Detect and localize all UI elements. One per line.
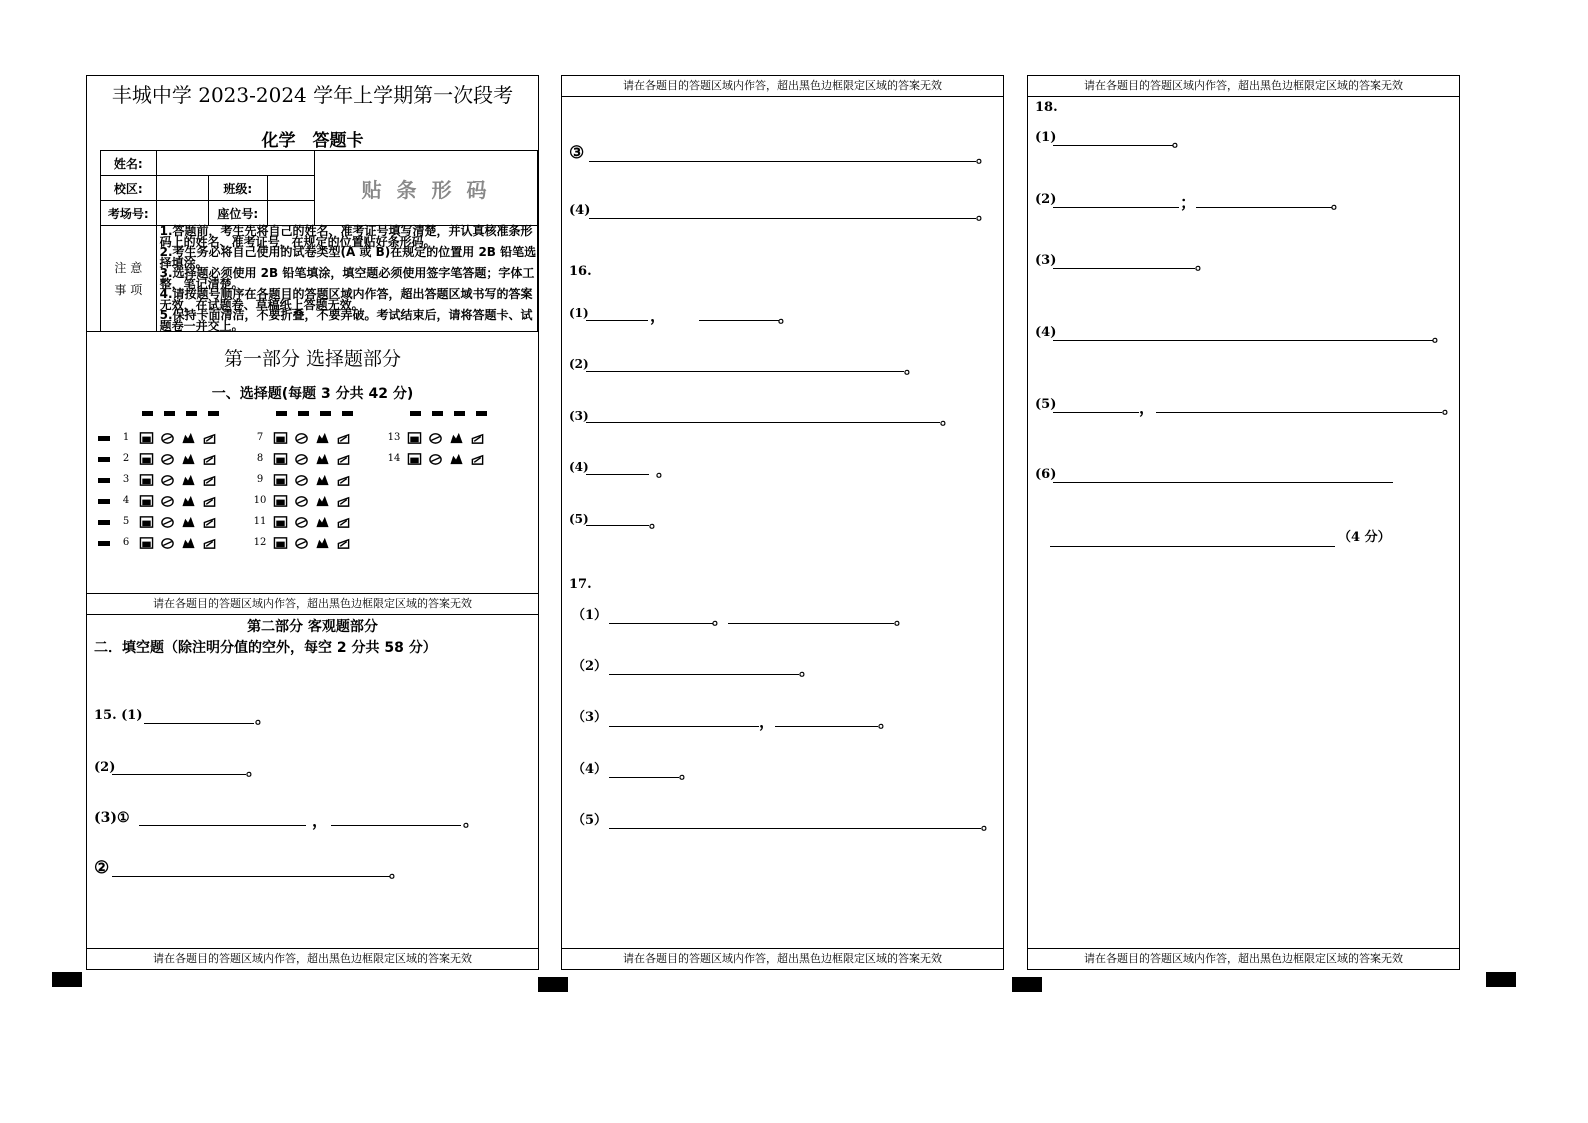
student-info-table (100, 150, 538, 332)
q18-5-period: 。 (1442, 398, 1459, 417)
option-bubble[interactable] (336, 431, 351, 445)
q16-3-period: 。 (940, 409, 957, 428)
option-bubble[interactable] (336, 452, 351, 466)
q17-1a-period: 。 (712, 609, 729, 628)
option-bubble[interactable] (202, 515, 217, 529)
option-bubble[interactable] (294, 452, 309, 466)
choice-column-1 (117, 429, 237, 559)
option-bubble[interactable] (336, 515, 351, 529)
q16-1b-blank[interactable] (699, 320, 779, 321)
choice-row (251, 513, 357, 531)
q16-3-label: (3) (569, 409, 589, 423)
option-group (407, 453, 491, 464)
option-bubble[interactable] (315, 494, 330, 508)
q18-6-score: （4 分） (1338, 530, 1391, 545)
q18-4-period: 。 (1432, 326, 1449, 345)
q17-2-period: 。 (799, 660, 816, 679)
q18-3-blank[interactable] (1053, 268, 1195, 269)
option-bubble[interactable] (294, 431, 309, 445)
q17-5-period: 。 (981, 814, 998, 833)
option-bubble[interactable] (407, 431, 422, 445)
exam-title: 丰城中学 2023-2024 学年上学期第一次段考 (111, 83, 514, 107)
q18-5b-blank[interactable] (1156, 412, 1442, 413)
room-label: 考场号: (101, 201, 157, 226)
q18-2-period: 。 (1331, 193, 1348, 212)
choice-column-3 (385, 429, 505, 559)
panel-1 (86, 75, 539, 970)
option-bubble[interactable] (407, 452, 422, 466)
q17-5-blank[interactable] (609, 828, 981, 829)
option-bubble[interactable] (336, 536, 351, 550)
option-group (139, 453, 223, 464)
part2-title: 第二部分 客观题部分 (247, 619, 378, 635)
option-group (139, 516, 223, 527)
warning-mid-1: 请在各题目的答题区域内作答，超出黑色边框限定区域的答案无效 (87, 594, 538, 615)
choice-row (251, 450, 357, 468)
q15-3a-blank[interactable] (139, 825, 306, 826)
option-group (273, 453, 357, 464)
choice-row (117, 513, 223, 531)
note-3: 3.选择题必须使用 2B 铅笔填涂，填空题必须使用签字笔答题；字体工整，笔记清楚。 (159, 266, 535, 291)
notice-label-2: 事 项 (114, 282, 143, 297)
option-bubble[interactable] (273, 452, 288, 466)
choice-row (117, 429, 223, 447)
question-number: 7 (256, 432, 264, 443)
q16-5-blank[interactable] (586, 525, 649, 526)
class-label: 班级: (209, 176, 268, 201)
seat-field[interactable] (267, 201, 315, 226)
option-group (139, 432, 223, 443)
warning-bottom-1: 请在各题目的答题区域内作答，超出黑色边框限定区域的答案无效 (87, 948, 538, 969)
q15-3-2-label: ② (94, 858, 110, 878)
q15-4-label: (4) (569, 203, 591, 218)
note-2: 2.考生务必将自己使用的试卷类型(A 或 B)在规定的位置用 2B 铅笔选择填涂。 (159, 245, 537, 270)
question-number: 11 (253, 516, 267, 527)
q18-2a-blank[interactable] (1053, 207, 1179, 208)
q15-3-2-blank[interactable] (112, 876, 390, 877)
q17-3-label: （3） (572, 710, 608, 725)
choice-row (251, 492, 357, 510)
option-bubble[interactable] (139, 536, 154, 550)
q18-5-comma: ， (1139, 398, 1156, 417)
option-group (273, 495, 357, 506)
option-bubble[interactable] (139, 431, 154, 445)
q17-4-label: （4） (572, 762, 608, 777)
option-bubble[interactable] (181, 515, 196, 529)
q15-3-2-period: 。 (389, 862, 406, 881)
notice-text (156, 226, 537, 332)
option-bubble[interactable] (428, 452, 443, 466)
row-mark-3 (98, 478, 110, 483)
row-mark-2 (98, 457, 110, 462)
note-4: 4.请按题号顺序在各题目的答题区域内作答，超出答题区域书写的答案无效，在试题卷、草稿纸上答题无效。 (159, 287, 533, 312)
q15-1-period: 。 (255, 708, 272, 727)
question-number: 12 (253, 537, 267, 548)
question-number: 10 (253, 495, 267, 506)
q18-2-label: (2) (1035, 192, 1057, 207)
alignment-mark-mid-2 (1012, 977, 1042, 992)
question-number: 2 (122, 453, 130, 464)
q15-4-period: 。 (976, 204, 993, 223)
option-bubble[interactable] (315, 536, 330, 550)
q17-number: 17. (569, 577, 592, 592)
q16-1-label: (1) (569, 306, 589, 320)
option-group (273, 516, 357, 527)
option-bubble[interactable] (294, 494, 309, 508)
campus-label: 校区: (101, 176, 157, 201)
warning-top-2: 请在各题目的答题区域内作答，超出黑色边框限定区域的答案无效 (562, 76, 1003, 97)
q16-2-blank[interactable] (586, 371, 904, 372)
q18-3-label: (3) (1035, 253, 1057, 268)
notice-label-1: 注 意 (114, 260, 143, 275)
question-number: 1 (122, 432, 130, 443)
option-bubble[interactable] (470, 431, 485, 445)
q16-1-comma: ， (650, 306, 667, 325)
alignment-mark-right (1486, 972, 1516, 987)
q15-3-comma: ， (312, 811, 329, 830)
q17-2-blank[interactable] (609, 674, 799, 675)
choice-column-2 (251, 429, 371, 559)
q17-4-period: 。 (679, 763, 696, 782)
q17-3a-blank[interactable] (609, 726, 759, 727)
option-bubble[interactable] (202, 536, 217, 550)
question-number: 14 (387, 453, 401, 464)
part1-title: 第一部分 选择题部分 (223, 348, 402, 370)
option-bubble[interactable] (139, 515, 154, 529)
option-bubble[interactable] (160, 473, 175, 487)
alignment-mark-mid-1 (538, 977, 568, 992)
option-bubble[interactable] (160, 452, 175, 466)
option-bubble[interactable] (160, 431, 175, 445)
option-bubble[interactable] (336, 473, 351, 487)
option-bubble[interactable] (273, 431, 288, 445)
option-bubble[interactable] (139, 473, 154, 487)
divider-1 (87, 331, 538, 332)
q15-1-label: 15. (1) (94, 708, 143, 723)
q16-3-blank[interactable] (586, 422, 940, 423)
note-1: 1.答题前，考生先将自己的姓名、准考证号填写清楚，并认真核准条形码上的姓名、准考证号，在规定的位置贴好条形码。 (159, 224, 533, 249)
notice-label (101, 226, 157, 332)
option-bubble[interactable] (139, 494, 154, 508)
card-subtitle: 化学 答题卡 (261, 131, 364, 151)
q18-4-blank[interactable] (1053, 340, 1433, 341)
question-number: 3 (122, 474, 130, 485)
part1-subtitle: 一、选择题(每题 3 分共 42 分) (211, 386, 414, 402)
option-bubble[interactable] (181, 452, 196, 466)
question-number: 9 (256, 474, 264, 485)
room-field[interactable] (156, 201, 208, 226)
q16-1-period: 。 (778, 307, 795, 326)
choice-row (117, 492, 223, 510)
option-group (273, 432, 357, 443)
choice-row (117, 471, 223, 489)
option-bubble[interactable] (160, 494, 175, 508)
q16-5-period: 。 (649, 512, 666, 531)
choice-row (251, 471, 357, 489)
option-group (139, 495, 223, 506)
q18-1-label: (1) (1035, 130, 1057, 145)
q16-2-period: 。 (904, 358, 921, 377)
warning-bottom-2: 请在各题目的答题区域内作答，超出黑色边框限定区域的答案无效 (562, 948, 1003, 969)
q15-3-3-label: ③ (569, 143, 585, 163)
row-mark-1 (98, 436, 110, 441)
option-bubble[interactable] (273, 494, 288, 508)
q16-4-label: (4) (569, 460, 589, 474)
option-bubble[interactable] (315, 473, 330, 487)
option-bubble[interactable] (202, 452, 217, 466)
q16-2-label: (2) (569, 357, 589, 371)
option-bubble[interactable] (202, 431, 217, 445)
choice-row (385, 450, 491, 468)
q17-1-label: （1） (572, 608, 608, 623)
option-bubble[interactable] (428, 431, 443, 445)
q18-5-label: (5) (1035, 397, 1057, 412)
name-label: 姓名: (101, 151, 157, 176)
campus-field[interactable] (156, 176, 208, 201)
q15-2-blank[interactable] (112, 774, 246, 775)
q18-3-period: 。 (1195, 254, 1212, 273)
q18-number: 18. (1035, 100, 1058, 115)
choice-row (117, 534, 223, 552)
option-bubble[interactable] (315, 515, 330, 529)
q15-4-blank[interactable] (589, 218, 976, 219)
q17-2-label: （2） (572, 659, 608, 674)
question-number: 8 (256, 453, 264, 464)
option-bubble[interactable] (202, 494, 217, 508)
q18-6b-blank[interactable] (1050, 546, 1335, 547)
q17-4-blank[interactable] (609, 777, 679, 778)
q17-3-comma: ， (759, 712, 776, 731)
option-bubble[interactable] (336, 494, 351, 508)
q17-1b-period: 。 (894, 609, 911, 628)
option-bubble[interactable] (273, 515, 288, 529)
option-bubble[interactable] (160, 536, 175, 550)
q15-3-label: (3)① (94, 810, 130, 826)
part2-subtitle: 二．填空题（除注明分值的空外，每空 2 分共 58 分） (94, 640, 437, 656)
question-number: 13 (387, 432, 401, 443)
q15-3-period: 。 (463, 811, 480, 830)
question-number: 5 (122, 516, 130, 527)
q18-1-period: 。 (1172, 131, 1189, 150)
option-bubble[interactable] (181, 473, 196, 487)
option-bubble[interactable] (294, 473, 309, 487)
q17-1a-blank[interactable] (609, 623, 713, 624)
question-number: 4 (122, 495, 130, 506)
option-group (139, 474, 223, 485)
barcode-text: 贴 条 形 码 (361, 177, 491, 202)
row-mark-5 (98, 520, 110, 525)
barcode-area (315, 151, 538, 226)
row-mark-4 (98, 499, 110, 504)
option-group (273, 537, 357, 548)
q16-4-period: 。 (656, 461, 673, 480)
q18-6a-blank[interactable] (1053, 482, 1393, 483)
alignment-mark-left (52, 972, 82, 987)
choice-row (251, 429, 357, 447)
panel-3 (1027, 75, 1460, 970)
q15-2-period: 。 (246, 760, 263, 779)
option-group (407, 432, 491, 443)
option-bubble[interactable] (449, 452, 464, 466)
q18-1-blank[interactable] (1053, 145, 1173, 146)
q17-3b-blank[interactable] (775, 726, 878, 727)
q16-5-label: (5) (569, 512, 589, 526)
option-bubble[interactable] (160, 515, 175, 529)
choice-row (385, 429, 491, 447)
option-bubble[interactable] (202, 473, 217, 487)
q15-3-3-blank[interactable] (589, 161, 976, 162)
warning-top-3: 请在各题目的答题区域内作答，超出黑色边框限定区域的答案无效 (1028, 76, 1459, 97)
q16-1a-blank[interactable] (586, 320, 648, 321)
choice-row (251, 534, 357, 552)
option-bubble[interactable] (294, 536, 309, 550)
choice-row (117, 450, 223, 468)
option-bubble[interactable] (181, 536, 196, 550)
q17-3-period: 。 (878, 712, 895, 731)
option-bubble[interactable] (273, 536, 288, 550)
option-bubble[interactable] (273, 473, 288, 487)
warning-bottom-3: 请在各题目的答题区域内作答，超出黑色边框限定区域的答案无效 (1028, 948, 1459, 969)
q15-2-label: (2) (94, 760, 116, 775)
q18-5a-blank[interactable] (1053, 412, 1139, 413)
q18-6-label: (6) (1035, 467, 1057, 482)
seat-label: 座位号: (209, 201, 268, 226)
q18-2b-blank[interactable] (1196, 207, 1332, 208)
q16-number: 16. (569, 264, 592, 279)
option-group (273, 474, 357, 485)
q17-5-label: （5） (572, 813, 608, 828)
option-bubble[interactable] (181, 494, 196, 508)
q18-4-label: (4) (1035, 325, 1057, 340)
note-5: 5.保持卡面清洁，不要折叠，不要弄破。考试结束后，请将答题卡、试题卷一并交上。 (159, 308, 533, 333)
question-number: 6 (122, 537, 130, 548)
panel-2 (561, 75, 1004, 970)
q15-3-3-period: 。 (976, 147, 993, 166)
option-bubble[interactable] (470, 452, 485, 466)
q18-2-semicolon: ； (1180, 193, 1197, 212)
class-field[interactable] (267, 176, 315, 201)
option-bubble[interactable] (315, 431, 330, 445)
option-bubble[interactable] (181, 431, 196, 445)
row-mark-6 (98, 541, 110, 546)
q16-4-blank[interactable] (586, 474, 649, 475)
q15-1-blank[interactable] (144, 723, 254, 724)
option-bubble[interactable] (139, 452, 154, 466)
q17-1b-blank[interactable] (728, 623, 894, 624)
option-group (139, 537, 223, 548)
option-bubble[interactable] (449, 431, 464, 445)
name-field[interactable] (156, 151, 315, 176)
timing-marks-top (142, 411, 502, 417)
q15-3b-blank[interactable] (331, 825, 461, 826)
option-bubble[interactable] (294, 515, 309, 529)
option-bubble[interactable] (315, 452, 330, 466)
